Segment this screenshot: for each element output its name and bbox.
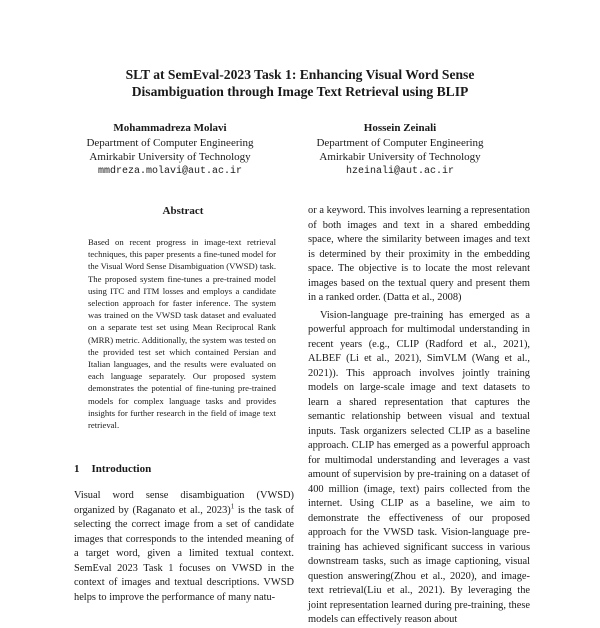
abstract-heading: Abstract [162,205,204,217]
introduction-text [74,489,294,605]
right-column-paragraph-1: or a keyword. This involves learning a representation of both images and text in a shared embedding space, where the similarity between images and text is determined by their proximity in the embedding space. The objective is to locate the most relevant images based on the textual query and present them in a ranked order. (Datta et al., 2008) [308,205,530,303]
intro-text-part-2: is the task of selecting the correct image from a set of candidate images that corresponds to the intended meaning of a target word, given a limited textual context. SemEval 2023 Task 1 focuses on VWSD in the context of images and textual descriptions. VWSD helps to improve the performance of many natu- [74,504,294,603]
intro-text-part-1: Visual word sense disambiguation (VWSD) organized by (Raganato et al., 2023) [74,490,294,516]
author-email: hzeinali@aut.ac.ir [345,165,455,177]
paper-title-line-2: Disambiguation through Image Text Retrieval using BLIP [131,84,469,99]
paper-title [60,66,540,100]
footnote-marker: 1 [230,502,235,511]
author-department: Department of Computer Engineering [86,136,254,149]
author-block-2 [300,121,500,179]
abstract-text: Based on recent progress in image-text retrieval techniques, this paper presents a fine-tuned model for the Visual Word Sense Disambiguation (VWSD) task. The proposed system fine-tunes a pre-trained model using ITC and ITM losses and employs a candidate selection approach for faster inference. The system was trained on the VWSD task dataset and evaluated on a separate test set using Mean Reciprocal Rank (MRR) metric. Additionally, the system was tested on the provided test set which contained Persian and Italian languages, and the results were evaluated on each language separately. Our proposed system demonstrates the potential of fine-tuning pre-trained models for complex language tasks and provides insights for further research in the field of image text retrieval. [88,237,276,431]
author-institution: Amirkabir University of Technology [89,151,251,163]
section-title: Introduction [91,463,152,475]
right-column-paragraph-2: Vision-language pre-training has emerged as a powerful approach for multimodal understanding in recent years (e.g., CLIP (Radford et al., 2021), ALBEF (Li et al., 2021), SimVLM (Wang et al., 2021)). This approach involves jointly training models on large-scale image and text datasets to learn a shared representation that captures the semantic relationship between visual and textual inputs. Task organizers selected CLIP as a baseline approach. CLIP has emerged as a powerful approach for multimodal understanding and leverages a vast amount of supervision by pre-training on a dataset of 400 million (image, text) pairs collected from the internet. Using CLIP as a baseline, we aim to demonstrate the effectiveness of our proposed approach for the VWSD task. Vision-language pre-training has achieved significant success in various downstream tasks, such as image captioning, visual question answering(Zhou et al., 2020), and image-text retrieval(Liu et al., 2021). By leveraging the joint representation learned during pre-training, these models can effectively reason about [308,309,530,625]
author-department: Department of Computer Engineering [316,136,484,149]
author-name: Mohammadreza Molavi [113,122,227,134]
author-block-1 [70,121,270,179]
right-column [308,204,530,628]
author-institution: Amirkabir University of Technology [319,151,481,163]
author-name: Hossein Zeinali [363,122,437,134]
paper-title-line-1: SLT at SemEval-2023 Task 1: Enhancing Visual Word Sense [125,67,475,82]
section-number: 1 [74,463,80,475]
introduction-heading [74,463,151,475]
author-email: mmdreza.molavi@aut.ac.ir [97,165,243,177]
